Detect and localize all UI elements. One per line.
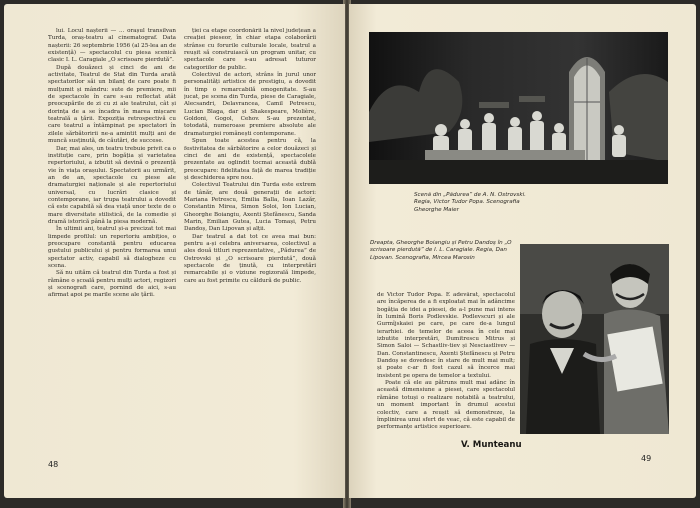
left-column-1 xyxy=(48,28,176,458)
paragraph: de Victor Tudor Popa. E adevărat, spectacolul are încăperea de a fi exploatat mai în adâncime bogăția de idei a piesei, de a-l pune mai intens în lumină Boris Podlevskie. Podlevscuri și ale Gurmîjskaiei pe care, pe care de-a lungul ierarhiei. de temelor de aceea în cele mai izbutite interpretări, Dumitrescu Mitrus și Simon Saloi — Schastliv-tiev și Nesciastlivev — Dan. Constantinescu, Axenti Ștefănescu și Petru Dandoș se dovedesc în stare de mult mai mult; și poate c-ar fi fost cazul să încerce mai insistent pe opera de temelor a textului. xyxy=(377,292,515,379)
page-number: 49 xyxy=(641,454,652,463)
paragraph: ției ca etape coordonării la nivel județean a creației pieseor, în chiar etapa colaborării strânse cu forurile culturale locale, teatrul a reușit să construiască un program unitar, cu spectacole care s-au adresat tuturor categoriilor de public. xyxy=(184,28,316,71)
paragraph: În ultimii ani, teatrul și-a precizat tot mai limpede profilul: un repertoriu ambițios, o preocupare constantă pentru educarea gustului publicului și pentru formarea unui spectator activ, capabil să dialogheze cu scena. xyxy=(48,226,176,269)
paragraph: Colectivul de actori, strâns în jurul unor personalități artistice de prestigiu, a dovedit în timp o remarcabilă omogenitate. S-au jucat, pe scena din Turda, piese de Caragiale, Alecsandri, Delavrancea, Camil Petrescu, Lucian Blaga, dar și Shakespeare, Molière, Goldoni, Gogol, Cehov. S-au prezentat, totodată, numeroase premiere absolute ale dramaturgiei românești contemporane. xyxy=(184,72,316,137)
paragraph: Spun toate acestea pentru că, la festivitatea de sărbătorire a celor douăzeci și cinci de ani de existență, spectacolele prezentate au oglindit tocmai această dublă preocupare: fidelitatea față de marea tradiție și deschiderea spre nou. xyxy=(184,138,316,181)
left-page xyxy=(4,4,345,498)
paragraph: După douăzeci și cinci de ani de activitate, Teatrul de Stat din Turda arată spectatorilor săi un bilanț de care poate fi mulțumit și mândru: sute de premiere, mii de spectacole în care s-au reflectat atât preocupările de zi cu zi ale teatrului, cât și dorința de a se încadra în marea mișcare teatrală a țării. Expoziția retrospectivă cu care teatrul a întâmpinat pe spectatori în zilele sărbătoririi ne-a amintit mulți ani de muncă susținută, de căutări, de succese. xyxy=(48,64,176,145)
author-signature: V. Munteanu xyxy=(461,440,522,450)
stage-photo-image xyxy=(369,32,668,184)
right-page xyxy=(349,4,696,498)
photo-caption-padurea: Scenă din „Pădurea” de A. N. Ostrovski. Regia, Victor Tudor Popa. Scenografia Gheorghe Maier xyxy=(414,192,526,213)
left-column-2 xyxy=(184,28,316,460)
paragraph: Poate că ele au pătruns mult mai adânc în această dimensiune a piesei, care spectacolul rămâne totuși o realizare notabilă a teatrului, un moment important în drumul acestui colectiv, care a reușit să demonstreze, la împlinirea unui sfert de veac, că este capabil de performanțe artistice superioare. xyxy=(377,380,515,431)
stage-photo-scrisoare xyxy=(520,244,669,434)
paragraph: Dar teatrul a dat tot ce avea mai bun: pentru a-și celebra aniversarea, colectivul a ales două titluri reprezentative, „Pădurea” de Ostrovski și „O scrisoare pierdută”, două spectacole de ținută, cu interpretări remarcabile și o viziune regizorală limpede, care au fost primite cu căldură de public. xyxy=(184,233,316,284)
paragraph: Dar, mai ales, un teatru trebuie privit ca o instituție care, prin bogăția și varietatea repertoriului, a izbutit să devină o prezență vie în viața orașului. Spectatorii au urmărit, an de an, spectacole cu piese ale dramaturgiei naționale și ale repertoriului universal, cu lucrări clasice și contemporane, iar trupa teatrului a dovedit că este capabilă să dea viață unor texte de o mare diversitate stilistică, de la comedie și dramă istorică până la piesa modernă. xyxy=(48,145,176,225)
paragraph: Să nu uităm că teatrul din Turda a fost și rămâne o școală pentru mulți actori, regizori și scenografi care, pornind de aici, s-au afirmat apoi pe marile scene ale țării. xyxy=(48,270,176,299)
photo-caption-scrisoare: Dreapta, Gheorghe Boiangiu și Petru Dandoș în „O scrisoare pierdută” de I. L. Caragiale. Regia, Dan Lipovan. Scenografia, Mircea Marosin xyxy=(370,240,512,261)
page-number: 48 xyxy=(48,460,59,469)
paragraph: Colectivul Teatrului din Turda este extrem de tânăr, are două generații de actori: Mariana Petrescu, Emilia Balla, Ioan Lazăr, Constantin Mirea, Simon Soloi, Ion Lucian, Gheorghe Boiangiu, Axenti Ștefănescu, Sanda Marin, Emilian Gutea, Lucia Tomași, Petru Dandoș, Dan Lipovan și alții. xyxy=(184,182,316,233)
stage-photo-padurea xyxy=(369,32,668,184)
right-column-1 xyxy=(377,292,515,432)
paragraph: lui. Locul nașterii — ... orașul transilvan Turda, oraș-teatru al cinematograf. Data nașterii: 26 septembrie 1956 (al 25-lea an de existență) — spectacolul cu piesa scenică clasic I. L. Caragiale „O scrisoare pierdută”. xyxy=(48,28,176,64)
stage-photo-image xyxy=(520,244,669,434)
